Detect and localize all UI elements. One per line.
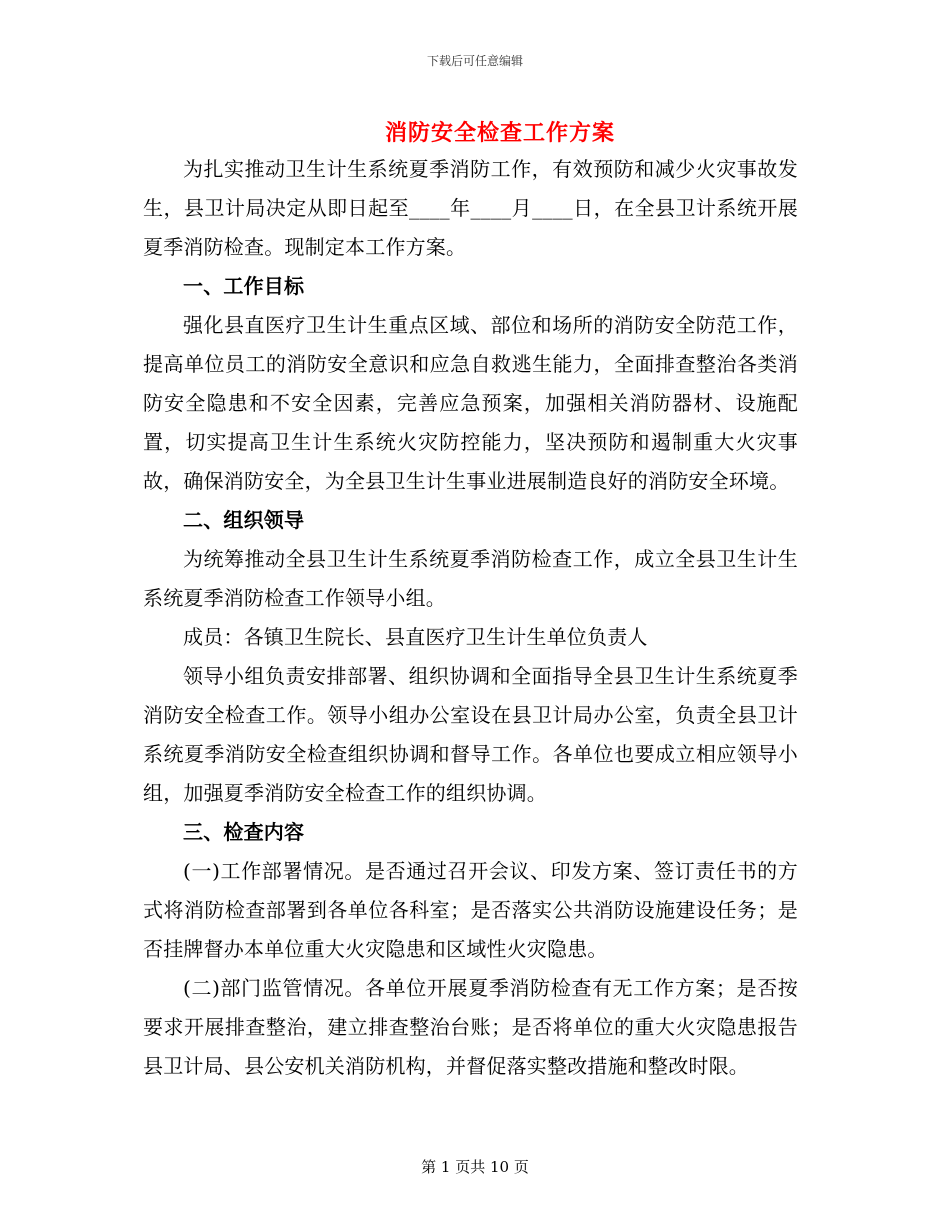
page-header: 下载后可任意编辑 (426, 54, 523, 68)
leadership-duties-paragraph: 领导小组负责安排部署、组织协调和全面指导全县卫生计生系统夏季消防安全检查工作。领导小组办公室设在县卫计局办公室，负责全县卫计系统夏季消防安全检查组织协调和督导工作。各单位也要成立相应领导小组，加强夏季消防安全检查工作的组织协调。 (143, 664, 798, 805)
leadership-paragraph: 为统筹推动全县卫生计生系统夏季消防检查工作，成立全县卫生计生系统夏季消防检查工作领导小组。 (143, 547, 798, 610)
document-title: 消防安全检查工作方案 (384, 120, 615, 146)
section-heading-inspection: 三、检查内容 (183, 820, 305, 844)
goals-paragraph: 强化县直医疗卫生计生重点区域、部位和场所的消防安全防范工作，提高单位员工的消防安全意识和应急自救逃生能力，全面排查整治各类消防安全隐患和不安全因素，完善应急预案，加强相关消防器材、设施配置，切实提高卫生计生系统火灾防控能力，坚决预防和遏制重大火灾事故，确保消防安全，为全县卫生计生事业进展制造良好的消防安全环境。 (143, 313, 798, 493)
inspection-item-1: (一)工作部署情况。是否通过召开会议、印发方案、签订责任书的方式将消防检查部署到各单位各科室；是否落实公共消防设施建设任务；是否挂牌督办本单位重大火灾隐患和区域性火灾隐患。 (143, 859, 798, 961)
inspection-item-2: (二)部门监管情况。各单位开展夏季消防检查有无工作方案；是否按要求开展排查整治，建立排查整治台账；是否将单位的重大火灾隐患报告县卫计局、县公安机关消防机构，并督促落实整改措施和整改时限。 (143, 976, 798, 1078)
intro-paragraph: 为扎实推动卫生计生系统夏季消防工作，有效预防和减少火灾事故发生，县卫计局决定从即日起至____年____月____日，在全县卫计系统开展夏季消防检查。现制定本工作方案。 (143, 157, 798, 259)
section-heading-goals: 一、工作目标 (183, 274, 305, 298)
section-heading-leadership: 二、组织领导 (183, 508, 305, 532)
document-body (143, 150, 798, 1086)
members-paragraph: 成员：各镇卫生院长、县直医疗卫生计生单位负责人 (183, 625, 648, 649)
page-footer: 第 1 页共 10 页 (421, 1158, 529, 1176)
